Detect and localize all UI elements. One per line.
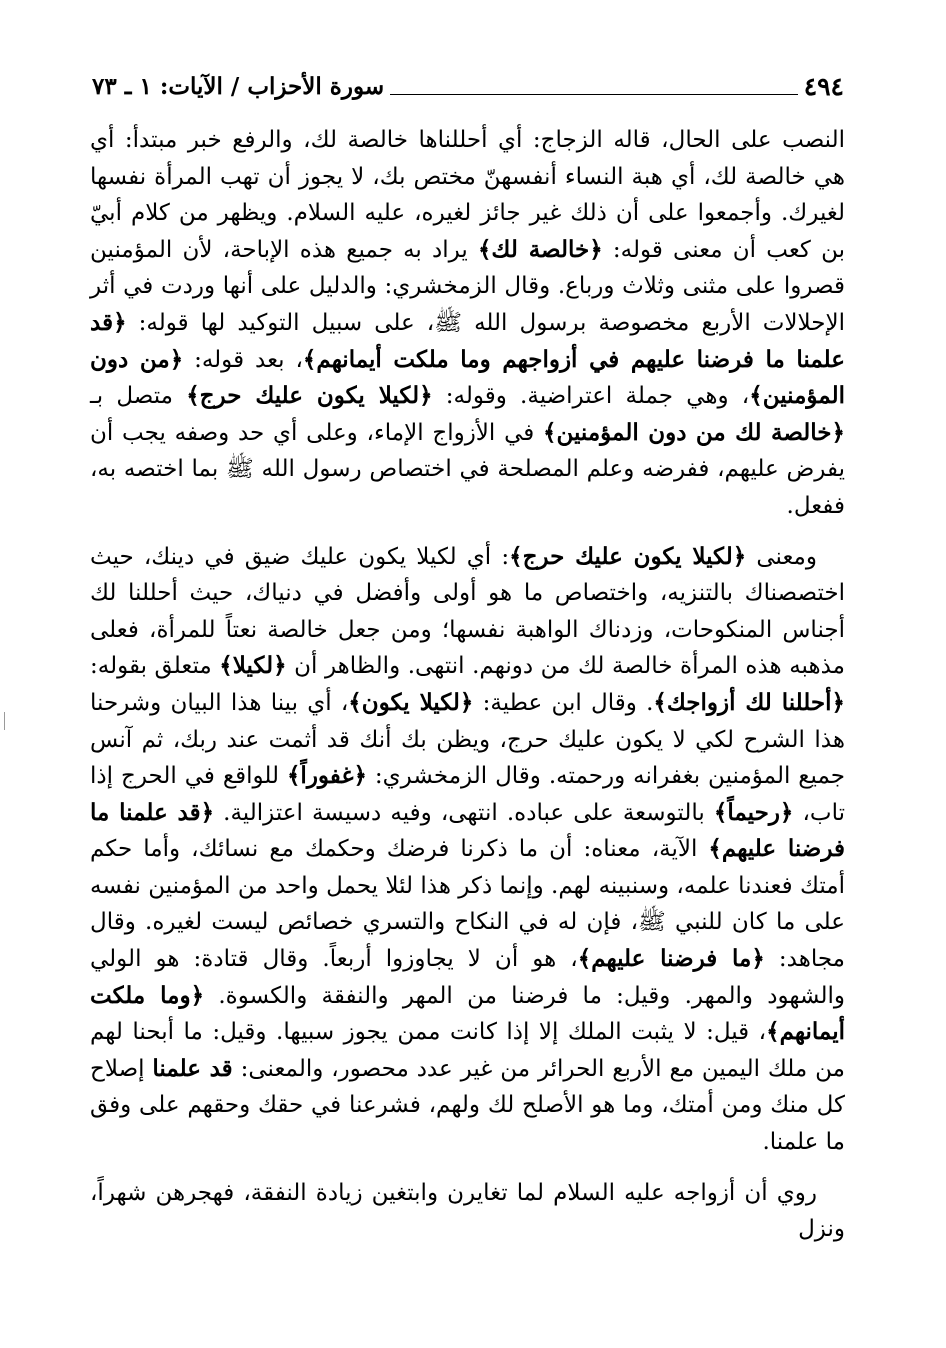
text-run: الآية، معناه: أن ما ذكرنا فرضك وحكمك مع نسائك، وأما حكم أمتك فعندنا علمه، وسنبينه لهم. وإنما ذكر هذا لئلا يحمل واحد من المؤمنين نفسه على ما كان للنبي ﷺ، فإن له في النكاح والتسري خصائص ليست لغيره. وقال مجاهد:: [90, 836, 846, 973]
scan-mark: [4, 712, 5, 730]
text-run: النصب على الحال، قاله الزجاج: أي أحللناها خالصة لك، والرفع خبر مبتدأ: أي هي خالصة لك، أي هبة النساء أنفسهنّ مختص بك، لا يجوز أن تهب المرأة نفسها لغيرك. وأجمعوا على أن ذلك غير جائز لغيره، عليه السلام. ويظهر من كلام أبيّ بن كعب أن معنى قوله:: [90, 127, 845, 263]
text-run: ، أي بينا هذا البيان وشرحنا هذا الشرح لكي لا يكون عليك حرج، ويظن بك أنك قد أثمت عند ربك، ثم آنس جميع المؤمنين بغفرانه ورحمته. وقال الزمخشري:: [90, 689, 846, 790]
text-run: ، وهي جملة اعتراضية. وقوله:: [432, 383, 750, 410]
quran-quote: قد علمنا: [152, 1054, 233, 1082]
quran-quote: ﴿غفوراً﴾: [286, 762, 367, 790]
quran-quote: ﴿قد علمنا ما فرضنا عليهم في أزواجهم وما ملكت أيمانهم﴾: [90, 308, 845, 373]
header-rule: [390, 94, 798, 95]
text-run: في الأزواج الإماء، وعلى أي حد وصفه يجب أن يفرض عليهم، ففرضه وعلم المصلحة في اختصاص رسول الله ﷺ بما اختصه به، ففعل.: [90, 419, 845, 519]
text-run: يراد به جميع هذه الإباحة، لأن المؤمنين قصروا على مثنى وثلاث ورباع. وقال الزمخشري: والدليل على أنها وردت في أثر الإحلالات الأربع مخصوصة برسول الله ﷺ، على سبيل التوكيد لها قوله:: [90, 236, 845, 336]
text-run: متعلق بقوله:: [90, 653, 220, 680]
quran-quote: ﴿لكيلا يكون﴾: [348, 688, 474, 716]
quran-quote: ﴿أحللنا لك أزواجك﴾: [653, 688, 845, 716]
quran-quote: ﴿لكيلا يكون عليك حرج﴾: [509, 542, 747, 570]
quran-quote: ﴿قد علمنا ما فرضنا عليهم﴾: [90, 798, 846, 863]
text-run: للواقع في الحرج إذا تاب،: [90, 763, 845, 826]
running-title: سورة الأحزاب / الآيات: ١ ـ ٧٣: [92, 73, 385, 100]
paragraph: [90, 122, 845, 525]
text-run: . وقال ابن عطية:: [473, 689, 654, 716]
page-number: ٤٩٤: [803, 72, 844, 101]
text-run: بالتوسعة على عباده. انتهى، وفيه دسيسة اعتزالية.: [214, 799, 714, 826]
commentary-body: [90, 122, 845, 1248]
quran-quote: ﴿ما فرضنا عليهم﴾: [577, 945, 765, 973]
paragraph: [90, 1175, 845, 1248]
quran-quote: ﴿رحيماً﴾: [713, 798, 794, 826]
text-run: متصل بـ: [90, 383, 187, 410]
running-header: [92, 70, 844, 104]
text-run: روي أن أزواجه عليه السلام لما تغايرن وابتغين زيادة النفقة، فهجرهن شهراً، ونزل: [90, 1179, 845, 1243]
text-run: ، بعد قوله:: [183, 346, 303, 373]
text-run: إصلاح كل منك ومن أمتك، وما هو الأصلح لك ولهم، فشرعنا في حقك وحقهم على وفق ما علمنا.: [90, 1055, 845, 1156]
quran-quote: ﴿وما ملكت أيمانهم﴾: [90, 981, 845, 1046]
quran-quote: ﴿خالصة لك﴾: [477, 235, 603, 263]
quran-quote: ﴿لكيلا يكون عليك حرج﴾: [186, 382, 433, 410]
quran-quote: ﴿من دون المؤمنين﴾: [90, 345, 845, 410]
text-run: ، قيل: لا يثبت الملك إلا إذا كانت ممن يجوز سبيها. وقيل: ما أبحنا لهم من ملك اليمين مع الأربع الحرائر من غير عدد محصور، والمعنى:: [90, 1019, 845, 1082]
quran-quote: ﴿لكيلا﴾: [219, 652, 287, 680]
quran-quote: ﴿خالصة لك من دون المؤمنين﴾: [542, 418, 845, 446]
text-run: ومعنى: [746, 543, 817, 570]
text-run: ، هو أن لا يجاوزوا أربعاً. وقال قتادة: هو الولي والشهود والمهر. وقيل: ما فرضنا من المهر والنفقة والكسوة.: [90, 946, 845, 1009]
paragraph: [90, 539, 845, 1161]
text-run: : أي لكيلا يكون عليك ضيق في دينك، حيث اختصصناك بالتنزيه، واختصاص ما هو أولى وأفضل في دنياك، حيث أحللنا لك أجناس المنكوحات، وزدناك الواهبة نفسها؛ ومن جعل خالصة نعتاً للمرأة، فعلى مذهبه هذه المرأة خالصة لك من دونهم. انتهى. والظاهر أن: [90, 543, 845, 680]
